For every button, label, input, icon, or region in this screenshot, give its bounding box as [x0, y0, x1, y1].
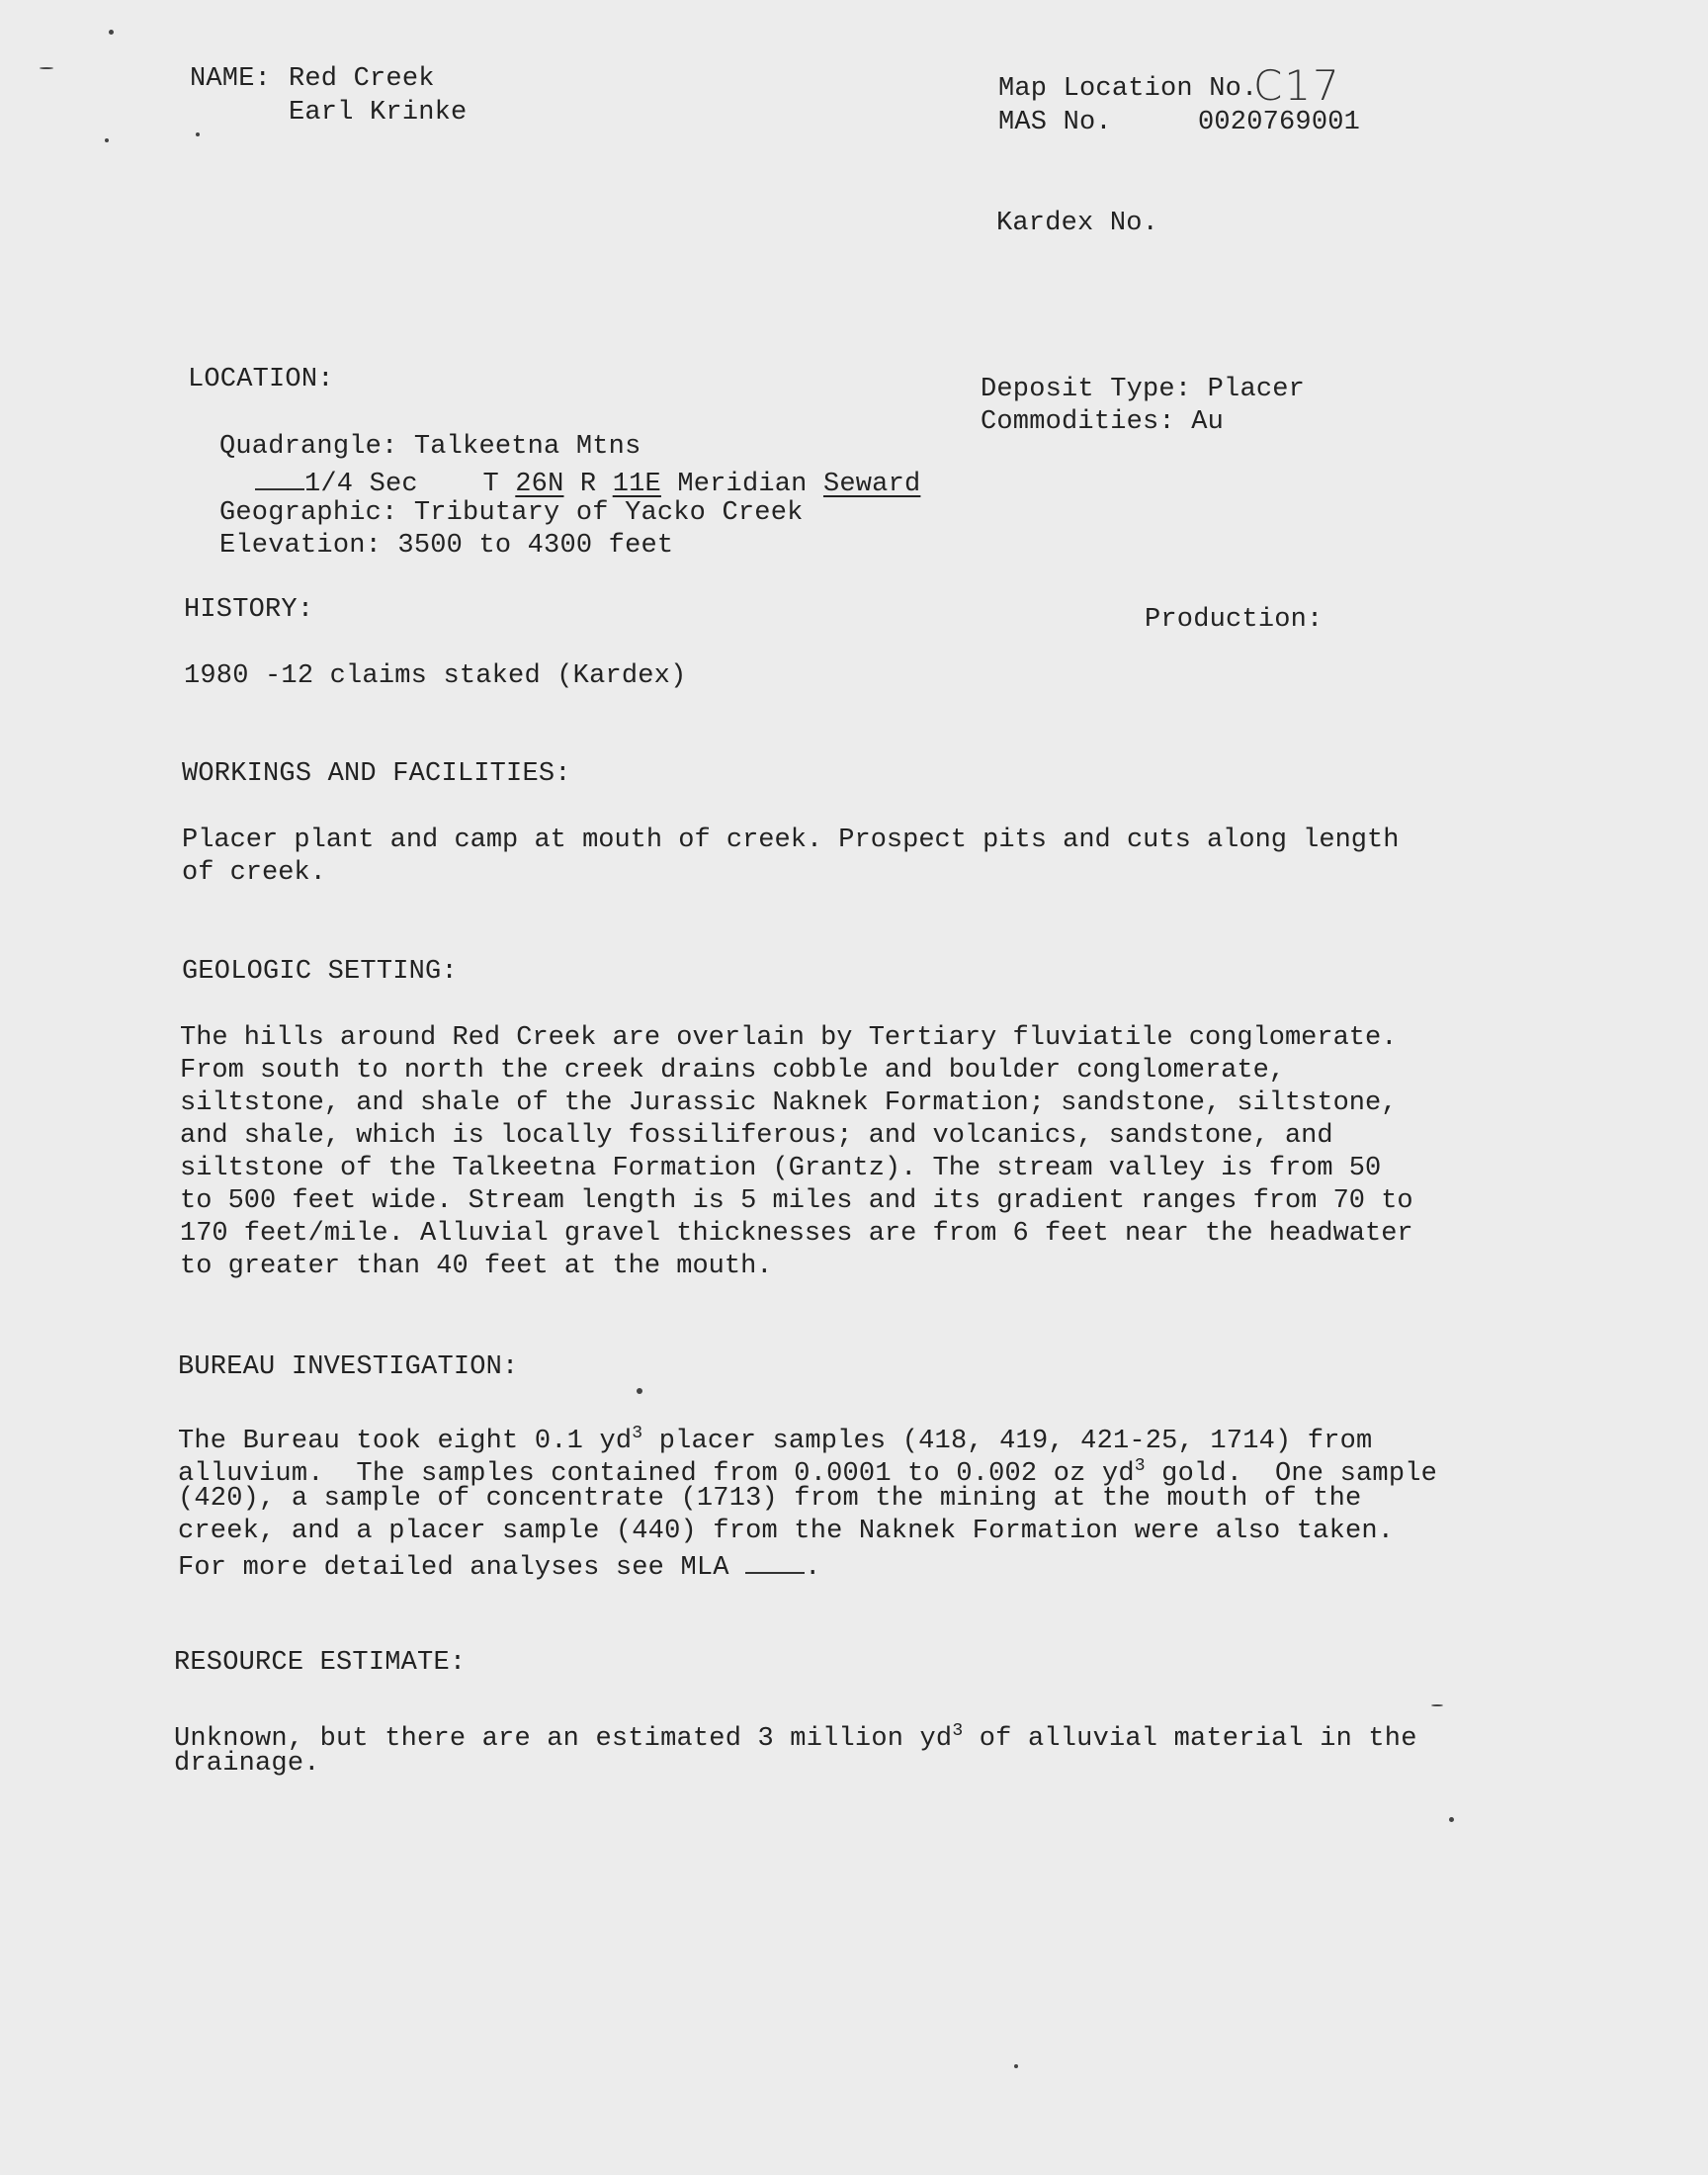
geologic-text: The hills around Red Creek are overlain by Tertiary fluviatile conglomerate. From south to north the creek drains cobble and boulder conglomerate, siltstone, and shale of the Jurassic Naknek Formation; sandstone, siltstone, and shale, which is locally fossiliferous; and volcanics, sandstone, and siltstone of the Talkeetna Formation (Grantz). The stream valley is from 50 to 500 feet wide. Stream length is 5 miles and its gradient ranges from 70 to 170 feet/mile. Alluvial gravel thicknesses are from 6 feet near the headwater to greater than 40 feet at the mouth. [180, 1023, 1413, 1281]
commodities: Commodities: Au [981, 407, 1225, 437]
township-range-line [255, 465, 920, 501]
mla-blank [745, 1548, 805, 1574]
map-location-handwritten: C17 [1253, 61, 1341, 110]
bureau-line-3: (420), a sample of concentrate (1713) from the mining at the mouth of the [178, 1484, 1362, 1514]
bureau-line-1b: placer samples (418, 419, 421-25, 1714) from [642, 1427, 1373, 1456]
geographic: Geographic: Tributary of Yacko Creek [219, 498, 804, 528]
bureau-line-1a: The Bureau took eight 0.1 yd [178, 1427, 633, 1456]
quarter-section-blank [255, 465, 304, 490]
map-location-label: Map Location No. [998, 74, 1258, 104]
scan-speck [40, 67, 53, 69]
bureau-line-5a: For more detailed analyses see MLA [178, 1553, 746, 1583]
resource-heading: RESOURCE ESTIMATE: [174, 1648, 467, 1678]
quadrangle: Quadrangle: Talkeetna Mtns [219, 432, 641, 462]
elevation: Elevation: 3500 to 4300 feet [219, 531, 674, 561]
scan-speck [1014, 2064, 1018, 2068]
owner-name: Earl Krinke [289, 98, 468, 128]
name-label: NAME: [190, 64, 272, 94]
scan-speck [196, 132, 200, 136]
cubic-superscript: 3 [1134, 1456, 1146, 1476]
mas-value: 0020769001 [1198, 108, 1361, 137]
bureau-line-5b: . [805, 1553, 821, 1583]
bureau-line-2a: alluvium. The samples contained from 0.0001 to 0.002 oz yd [178, 1459, 1135, 1489]
workings-heading: WORKINGS AND FACILITIES: [182, 759, 571, 789]
resource-line-1 [174, 1715, 1417, 1756]
bureau-heading: BUREAU INVESTIGATION: [178, 1352, 519, 1382]
bureau-line-2b: gold. One sample [1145, 1459, 1438, 1489]
township-label: T [482, 470, 499, 499]
scan-speck [1431, 1704, 1443, 1706]
geologic-heading: GEOLOGIC SETTING: [182, 957, 458, 987]
mas-label: MAS No. [998, 108, 1112, 137]
scan-speck [105, 138, 109, 142]
resource-line-1a: Unknown, but there are an estimated 3 million yd [174, 1724, 953, 1754]
scan-speck [637, 1388, 642, 1394]
cubic-superscript: 3 [632, 1424, 643, 1443]
bureau-line-4: creek, and a placer sample (440) from the Naknek Formation were also taken. [178, 1517, 1395, 1546]
township-value: 26N [515, 470, 564, 499]
range-label: R [579, 470, 597, 499]
range-value: 11E [612, 470, 661, 499]
location-heading: LOCATION: [188, 365, 334, 394]
quarter-sec-label: 1/4 Sec [304, 470, 418, 499]
workings-text: Placer plant and camp at mouth of creek. Prospect pits and cuts along length of creek. [182, 826, 1400, 888]
history-heading: HISTORY: [184, 595, 314, 625]
deposit-name: Red Creek [289, 64, 435, 94]
resource-line-2: drainage. [174, 1749, 320, 1779]
meridian-value: Seward [822, 470, 921, 499]
cubic-superscript: 3 [952, 1721, 964, 1741]
meridian-label: Meridian [677, 470, 808, 499]
scan-speck [1449, 1817, 1454, 1822]
deposit-type: Deposit Type: Placer [981, 375, 1306, 404]
scan-speck [109, 30, 114, 35]
resource-line-1b: of alluvial material in the [963, 1724, 1417, 1754]
production-label: Production: [1145, 605, 1324, 635]
bureau-line-5 [178, 1548, 821, 1585]
kardex-label: Kardex No. [996, 209, 1159, 238]
history-text: 1980 -12 claims staked (Kardex) [184, 661, 687, 691]
